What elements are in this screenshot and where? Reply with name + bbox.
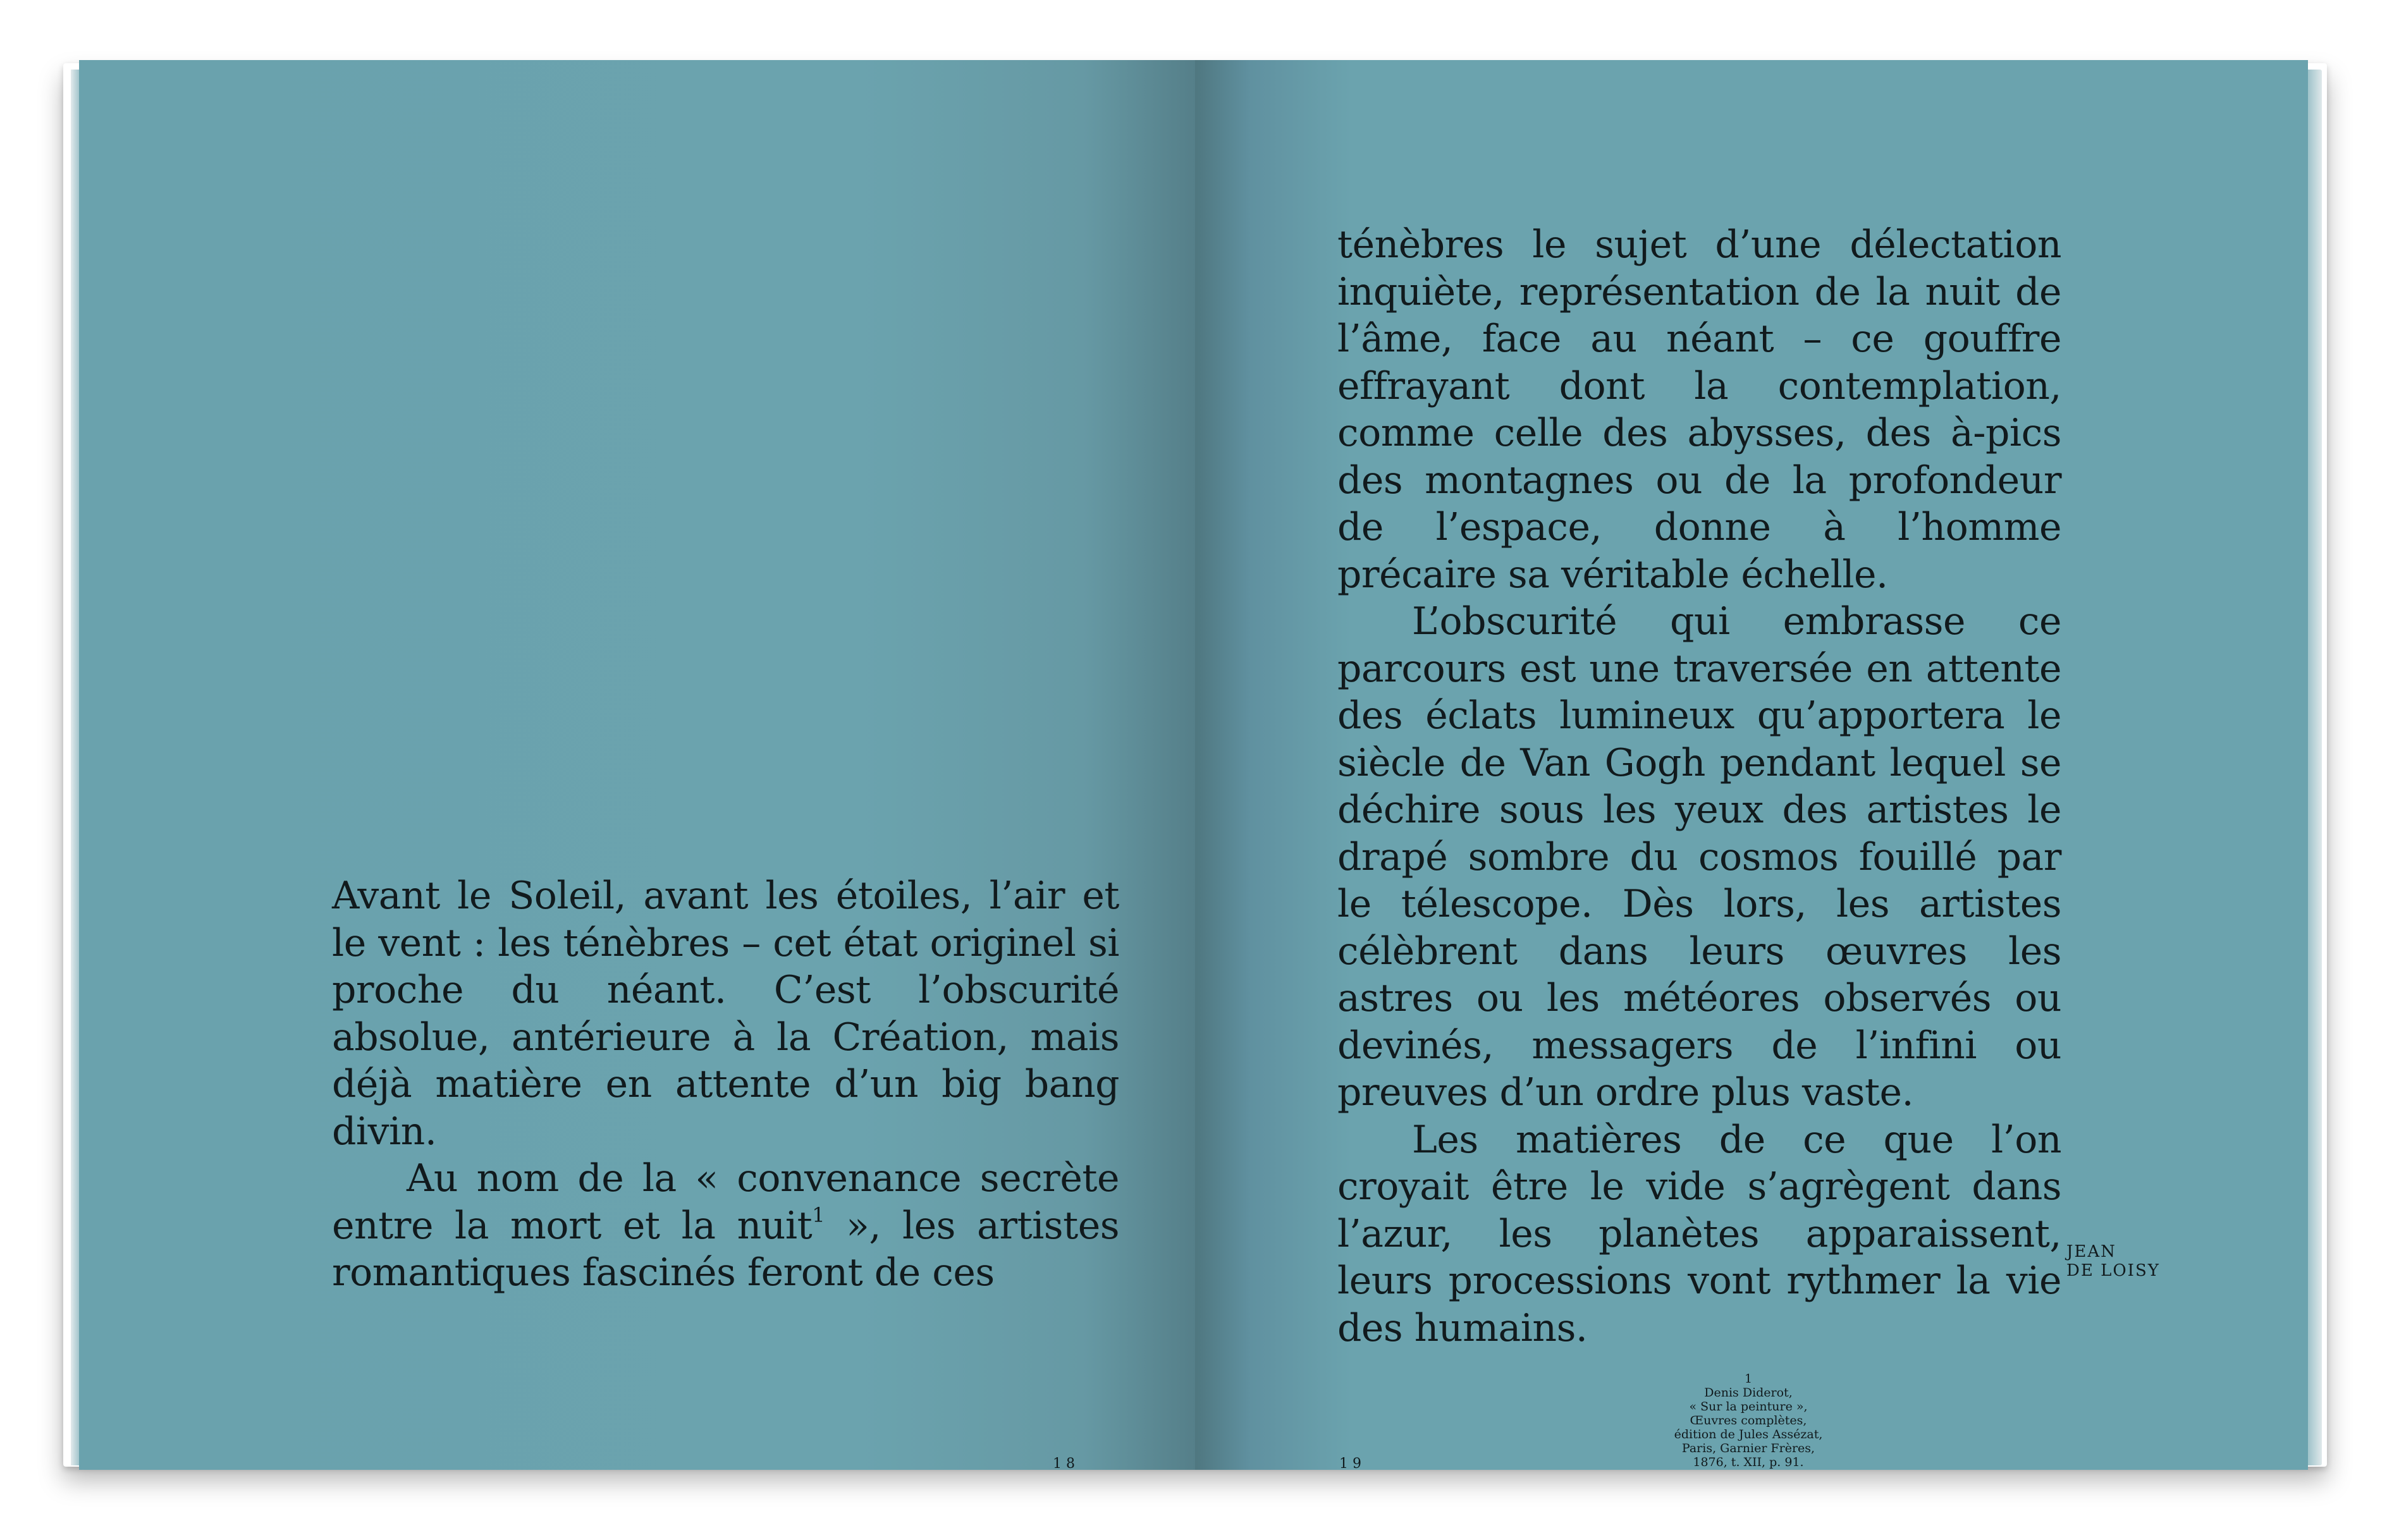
footnote-line: édition de Jules Assézat, <box>1674 1427 1823 1441</box>
right-page-body-text <box>1337 221 2061 1352</box>
right-page-edge <box>2308 70 2322 1465</box>
left-page-body-text <box>332 872 1119 1297</box>
footnote-marker: 1 <box>812 1202 825 1227</box>
footnote-line: 1876, t. XII, p. 91. <box>1693 1455 1804 1469</box>
paragraph-4: Les matières de ce que l’on croyait être le vide s’agrègent dans l’azur, les planètes apparaissent, leurs processions vont rythmer la vie des humains. <box>1337 1117 2061 1350</box>
paragraph-2 <box>332 1155 1119 1297</box>
paragraph-3: L’obscurité qui embrasse ce parcours est une traversée en attente des éclats lumineux qu’apportera le siècle de Van Gogh pendant lequel se déchire sous les yeux des artistes le drapé sombre du cosmos fouillé par le télescope. Dès lors, les artistes célèbrent dans leurs œuvres les astres ou les météores observés ou devinés, messagers de l’infini ou preuves d’un ordre plus vaste. <box>1337 599 2061 1115</box>
author-name <box>2066 1242 2160 1280</box>
footnote-line: Denis Diderot, <box>1704 1386 1793 1400</box>
page-number-left: 18 <box>1053 1456 1079 1470</box>
footnote-number: 1 <box>1744 1372 1753 1386</box>
paragraph-2-part-1: Au nom de la « convenance secrète entre la mort et la nuit <box>332 1156 1119 1248</box>
author-last-name: DE LOISY <box>2066 1261 2160 1280</box>
paragraph-continuation: ténèbres le sujet d’une délectation inquiète, représentation de la nuit de l’âme, face au néant – ce gouffre effrayant dont la contemplation, comme celle des abysses, des à-pics des montagnes ou de la profondeur de l’espace, donne à l’homme précaire sa véritable échelle. <box>1337 223 2061 597</box>
footnote <box>1654 1372 1843 1469</box>
left-page <box>79 60 1195 1470</box>
page-number-right: 19 <box>1339 1456 1366 1470</box>
footnote-line: Œuvres complètes, <box>1690 1414 1807 1427</box>
left-page-edge <box>71 70 80 1465</box>
author-first-name: JEAN <box>2066 1242 2116 1261</box>
paragraph-2-part-2: », les artistes romantiques fascinés feront de ces <box>332 1203 1119 1295</box>
paragraph-1: Avant le Soleil, avant les étoiles, l’air et le vent : les ténèbres – cet état originel si proche du néant. C’est l’obscurité absolue, antérieure à la Création, mais déjà matière en attente d’un big bang divin. <box>332 874 1119 1154</box>
footnote-line: « Sur la peinture », <box>1689 1400 1808 1414</box>
right-page <box>1195 60 2308 1470</box>
footnote-line: Paris, Garnier Frères, <box>1681 1441 1815 1455</box>
